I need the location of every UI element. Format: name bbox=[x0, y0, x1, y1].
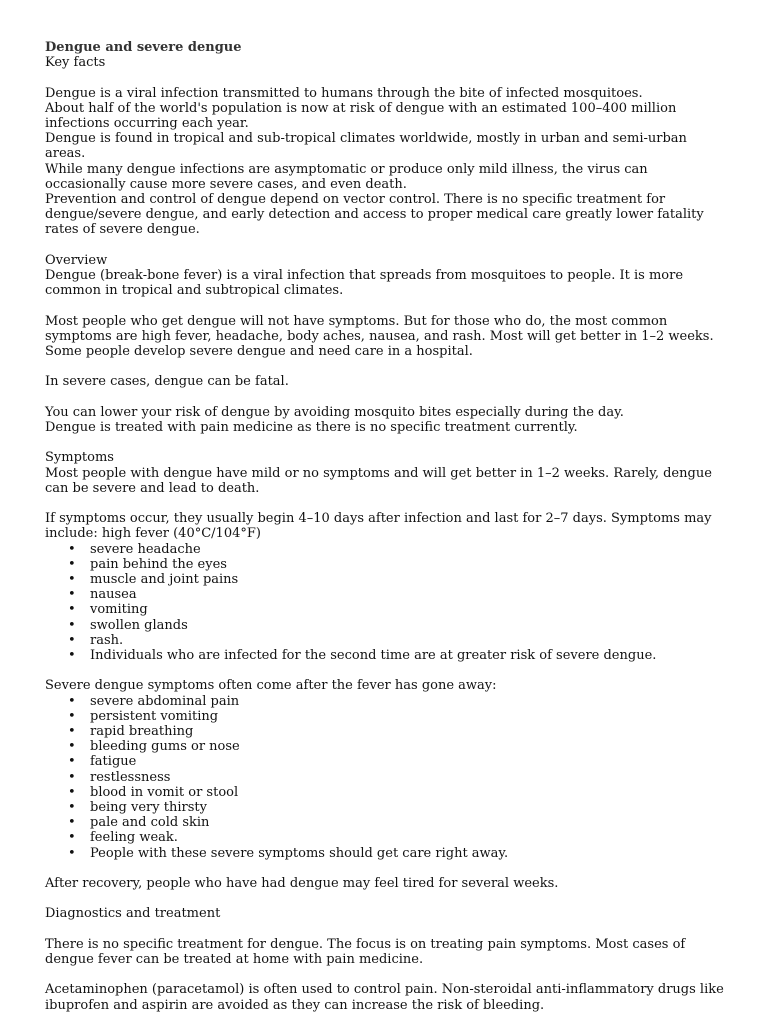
spacer bbox=[45, 435, 728, 450]
spacer bbox=[45, 238, 728, 253]
diagnostics-paragraph: Acetaminophen (paracetamol) is often used to control pain. Non-steroidal anti-inflammatory drugs like ibuprofen and aspirin are avoided as they can increase the risk of bleeding. bbox=[45, 982, 724, 1013]
symptoms-intro: Most people with dengue have mild or no symptoms and will get better in 1–2 weeks. Rarely, dengue can be severe and lead to death. bbox=[45, 465, 712, 496]
list-item: • People with these severe symptoms should get care right away. bbox=[90, 846, 728, 861]
diagnostics-heading: Diagnostics and treatment bbox=[45, 906, 221, 922]
key-fact: Prevention and control of dengue depend on vector control. There is no specific treatment for dengue/severe dengue, and early detection and access to proper medical care greatly lower fatality rates of severe dengue. bbox=[45, 192, 704, 238]
list-item: • being very thirsty bbox=[90, 800, 728, 815]
list-item: • bleeding gums or nose bbox=[90, 739, 728, 754]
list-item: • swollen glands bbox=[90, 618, 728, 633]
overview-paragraph: Dengue (break-bone fever) is a viral infection that spreads from mosquitoes to people. It is more common in tropical and subtropical climates. bbox=[45, 268, 684, 299]
spacer bbox=[45, 861, 728, 876]
list-item: • pale and cold skin bbox=[90, 815, 728, 830]
list-item: • persistent vomiting bbox=[90, 709, 728, 724]
overview-paragraph: Most people who get dengue will not have symptoms. But for those who do, the most common symptoms are high fever, headache, body aches, nausea, and rash. Most will get better in 1–2 weeks. Some people develop severe dengue and need care in a hospital. bbox=[45, 313, 714, 360]
key-fact: While many dengue infections are asymptomatic or produce only mild illness, the virus can occasionally cause more severe cases, and even death. bbox=[45, 161, 648, 192]
overview-paragraph: You can lower your risk of dengue by avoiding mosquito bites especially during the day. bbox=[45, 404, 624, 420]
list-item: • fatigue bbox=[90, 754, 728, 769]
spacer bbox=[45, 663, 728, 678]
symptoms-list bbox=[45, 542, 728, 664]
list-item: • feeling weak. bbox=[90, 830, 728, 845]
spacer bbox=[45, 967, 728, 982]
key-fact: Dengue is a viral infection transmitted to humans through the bite of infected mosquitoes. bbox=[45, 85, 643, 101]
spacer bbox=[45, 70, 728, 85]
severe-lead: Severe dengue symptoms often come after the fever has gone away: bbox=[45, 678, 497, 694]
spacer bbox=[45, 390, 728, 405]
overview-paragraph: Dengue is treated with pain medicine as there is no specific treatment currently. bbox=[45, 420, 578, 435]
spacer bbox=[45, 298, 728, 313]
key-facts-heading: Key facts bbox=[45, 55, 106, 71]
symptoms-lead: If symptoms occur, they usually begin 4–10 days after infection and last for 2–7 days. Symptoms may include: high fever (40°C/104°F) bbox=[45, 511, 712, 542]
list-item: • pain behind the eyes bbox=[90, 557, 728, 572]
recovery-paragraph: After recovery, people who have had dengue may feel tired for several weeks. bbox=[45, 876, 559, 892]
list-item: • Individuals who are infected for the second time are at greater risk of severe dengue. bbox=[90, 648, 728, 663]
spacer bbox=[45, 891, 728, 906]
list-item: • rapid breathing bbox=[90, 724, 728, 739]
severe-symptoms-list bbox=[45, 694, 728, 861]
key-fact: About half of the world's population is now at risk of dengue with an estimated 100–400 million infections occurring each year. bbox=[45, 100, 677, 131]
overview-paragraph: In severe cases, dengue can be fatal. bbox=[45, 374, 289, 390]
document-title: Dengue and severe dengue bbox=[45, 40, 242, 55]
key-fact: Dengue is found in tropical and sub-tropical climates worldwide, mostly in urban and semi-urban areas. bbox=[45, 131, 687, 162]
list-item: • blood in vomit or stool bbox=[90, 785, 728, 800]
list-item: • severe abdominal pain bbox=[90, 694, 728, 709]
list-item: • restlessness bbox=[90, 770, 728, 785]
spacer bbox=[45, 922, 728, 937]
diagnostics-paragraph: There is no specific treatment for dengue. The focus is on treating pain symptoms. Most cases of dengue fever can be treated at home with pain medicine. bbox=[45, 936, 686, 968]
list-item: • severe headache bbox=[90, 542, 728, 557]
list-item: • vomiting bbox=[90, 602, 728, 617]
list-item: • rash. bbox=[90, 633, 728, 648]
list-item: • nausea bbox=[90, 587, 728, 602]
symptoms-heading: Symptoms bbox=[45, 450, 114, 466]
spacer bbox=[45, 359, 728, 374]
list-item: • muscle and joint pains bbox=[90, 572, 728, 587]
overview-heading: Overview bbox=[45, 252, 108, 268]
spacer bbox=[45, 496, 728, 511]
